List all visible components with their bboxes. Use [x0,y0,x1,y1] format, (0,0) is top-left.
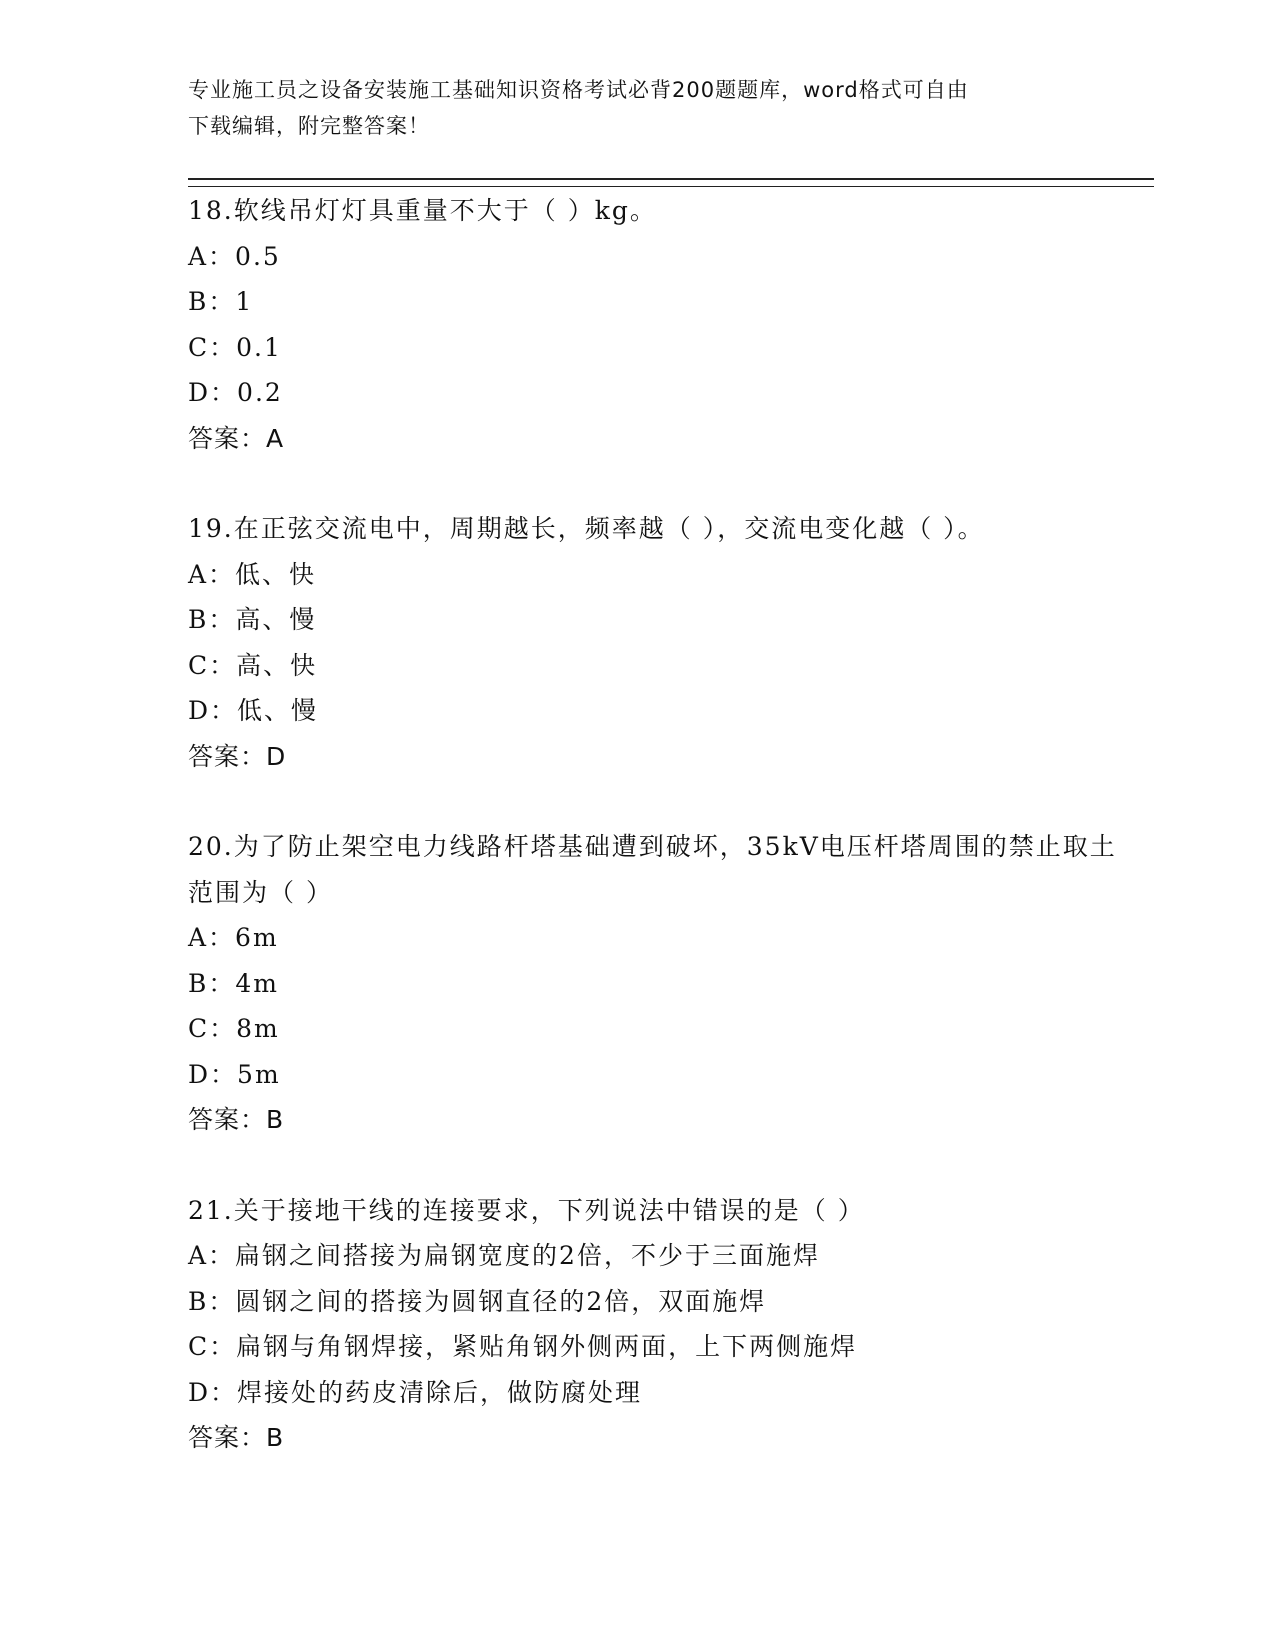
option-c: C：8m [188,1014,280,1043]
header-line-2: 下载编辑，附完整答案！ [188,114,430,138]
answer-line: 答案：B [188,1423,285,1452]
option-b: B：高、慢 [188,605,317,634]
document-header [188,72,1068,144]
question-18 [188,188,1128,461]
question-text: 19.在正弦交流电中，周期越长，频率越（ ），交流电变化越（ ）。 [188,514,985,543]
question-text: 18.软线吊灯灯具重量不大于（ ）kg。 [188,196,657,225]
option-b: B：4m [188,968,279,998]
option-b: B：1 [188,287,254,316]
question-list [188,188,1128,1506]
header-divider [188,178,1154,187]
option-a: A：低、快 [188,559,317,589]
option-c: C：高、快 [188,650,318,680]
question-21 [188,1188,1128,1461]
option-c: C：扁钢与角钢焊接，紧贴角钢外侧两面，上下两侧施焊 [188,1332,858,1361]
question-text: 21.关于接地干线的连接要求，下列说法中错误的是（ ） [188,1195,865,1225]
option-a: A：扁钢之间搭接为扁钢宽度的2倍，不少于三面施焊 [188,1241,820,1270]
option-c: C：0.1 [188,332,282,362]
option-d: D：低、慢 [188,696,319,725]
option-d: D：0.2 [188,378,283,407]
question-20 [188,824,1128,1143]
option-d: D：5m [188,1059,281,1089]
question-19 [188,506,1128,779]
answer-line: 答案：A [188,423,285,453]
option-a: A：0.5 [188,241,281,271]
answer-line: 答案：B [188,1105,285,1134]
header-line-1: 专业施工员之设备安装施工基础知识资格考试必背200题题库，word格式可自由 [188,78,969,102]
answer-line: 答案：D [188,741,287,771]
option-a: A：6m [188,923,279,952]
option-b: B：圆钢之间的搭接为圆钢直径的2倍，双面施焊 [188,1286,767,1316]
option-d: D：焊接处的药皮清除后，做防腐处理 [188,1377,643,1407]
question-text: 20.为了防止架空电力线路杆塔基础遭到破坏，35kV电压杆塔周围的禁止取土范围为（ ） [188,832,1117,907]
